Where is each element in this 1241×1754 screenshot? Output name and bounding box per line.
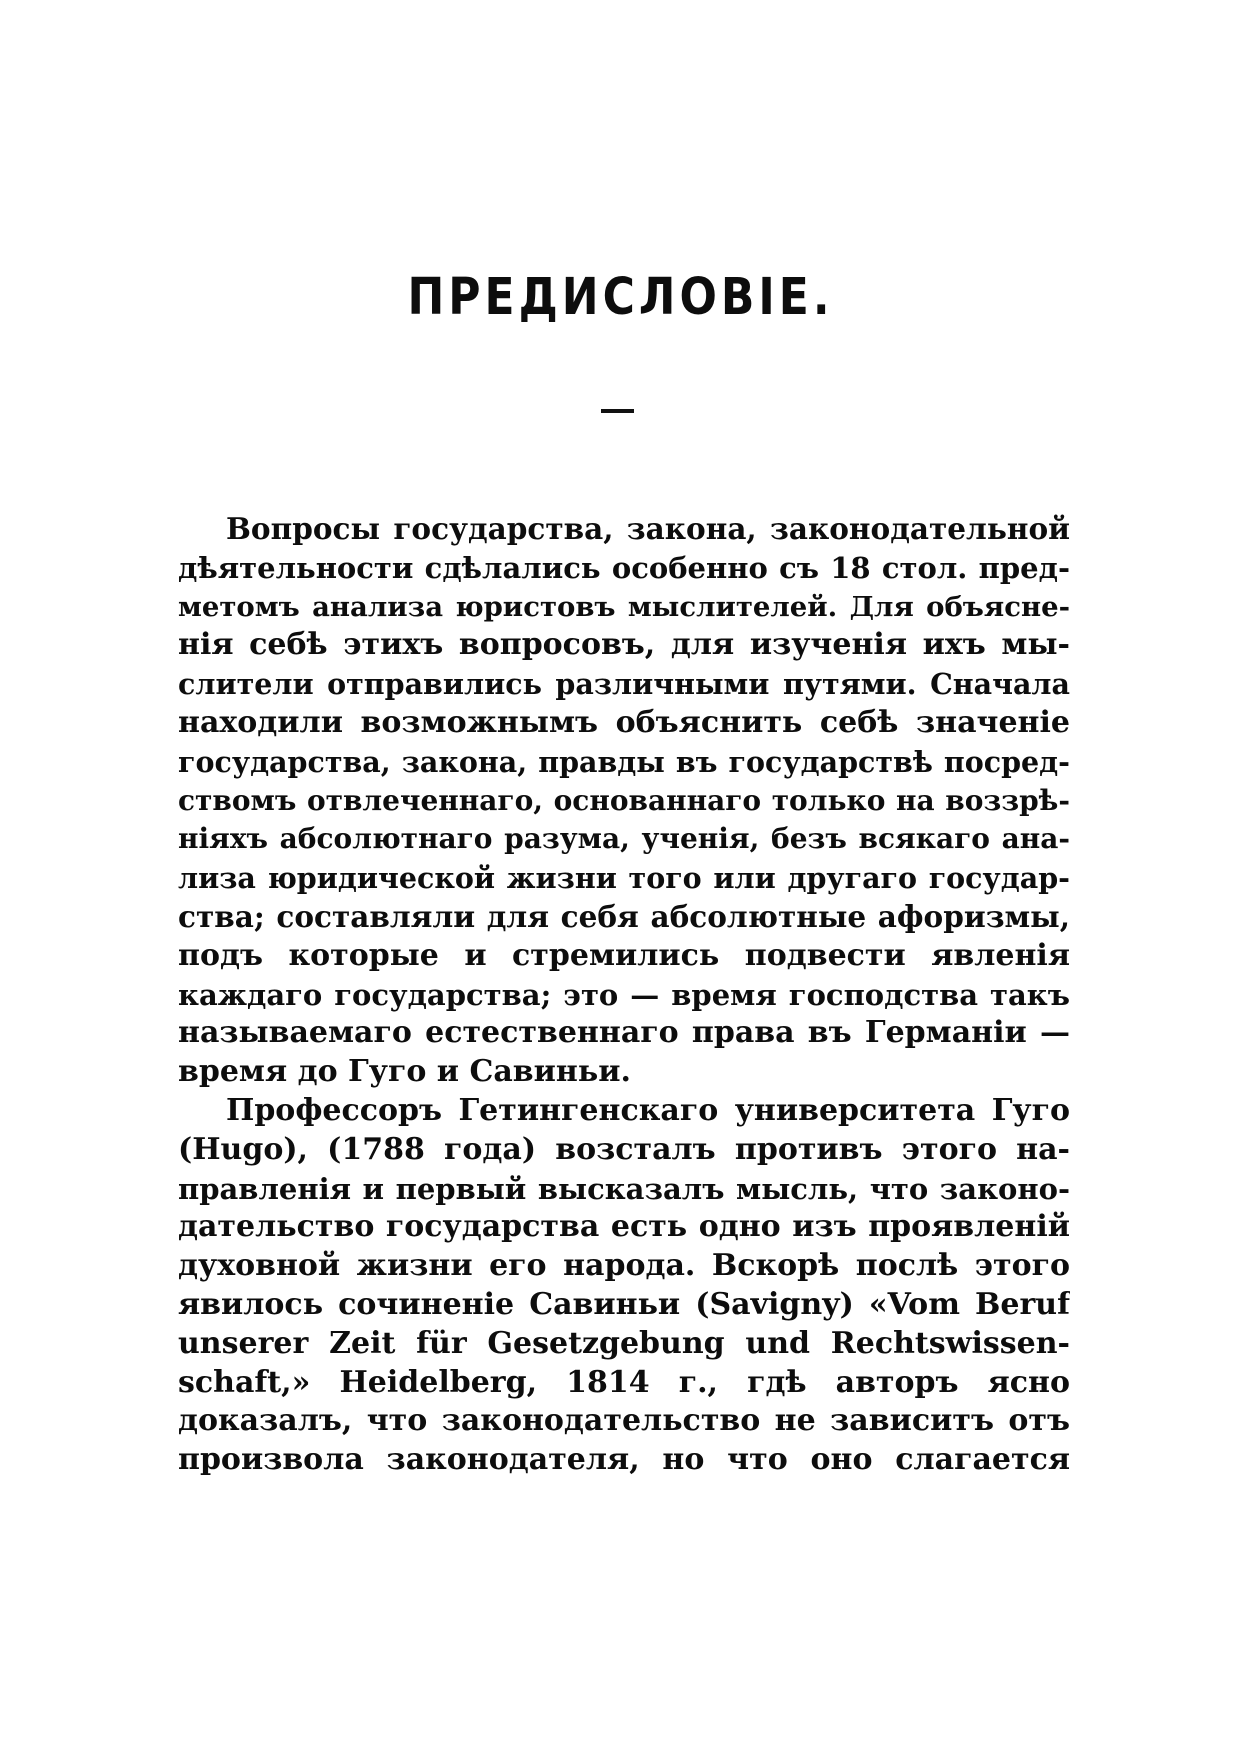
paragraph-1 <box>178 510 1070 1092</box>
text-line: доказалъ, что законодательство не зависитъ отъ <box>178 1403 1070 1439</box>
text-line: (Hugo), (1788 года) возсталъ противъ этого на- <box>178 1131 1070 1167</box>
text-line: подъ которые и стремились подвести явленія <box>178 937 1070 973</box>
text-line: дѣятельности сдѣлались особенно съ 18 стол. пред- <box>178 550 1070 585</box>
text-line: Профессоръ Гетингенскаго университета Гуго <box>226 1092 1070 1128</box>
text-line: ства; составляли для себя абсолютные афоризмы, <box>178 898 1070 934</box>
text-line: правленія и первый высказалъ мысль, что законо- <box>178 1171 1070 1206</box>
body-text <box>178 510 1070 1480</box>
page-title: ПРЕДИСЛОВІЕ. <box>407 268 834 327</box>
text-line: unserer Zeit für Gesetzgebung und Rechtswissen- <box>178 1325 1070 1361</box>
text-line: дательство государства есть одно изъ проявленій <box>178 1209 1070 1245</box>
text-line: лиза юридической жизни того или другаго государ- <box>178 861 1070 896</box>
text-line: находили возможнымъ объяснить себѣ значеніе <box>178 704 1070 740</box>
text-line: Вопросы государства, закона, законодательной <box>226 511 1070 546</box>
text-line: называемаго естественнаго права въ Германіи — <box>178 1015 1070 1051</box>
text-line: государства, закона, правды въ государствѣ посред- <box>178 744 1070 779</box>
text-line: ніяхъ абсолютнаго разума, ученія, безъ всякаго ана- <box>178 822 1070 856</box>
text-line: время до Гуго и Савиньи. <box>178 1054 631 1090</box>
title-divider <box>601 409 634 413</box>
text-line: schaft,» Heidelberg, 1814 г., гдѣ авторъ ясно <box>178 1364 1070 1400</box>
text-line: произвола законодателя, но что оно слагается <box>178 1442 1070 1478</box>
text-line: духовной жизни его народа. Вскорѣ послѣ этого <box>178 1248 1070 1284</box>
text-line: нія себѣ этихъ вопросовъ, для изученія ихъ мы- <box>178 627 1070 663</box>
paragraph-2 <box>178 1092 1070 1480</box>
text-line: слители отправились различными путями. Сначала <box>178 667 1070 702</box>
text-line: явилось сочиненіе Савиньи (Savigny) «Vom Beruf <box>178 1286 1070 1322</box>
text-line: каждаго государства; это — время господства такъ <box>178 977 1070 1012</box>
text-line: ствомъ отвлеченнаго, основаннаго только на воззрѣ- <box>178 783 1070 817</box>
text-line: метомъ анализа юристовъ мыслителей. Для объясне- <box>178 590 1070 623</box>
